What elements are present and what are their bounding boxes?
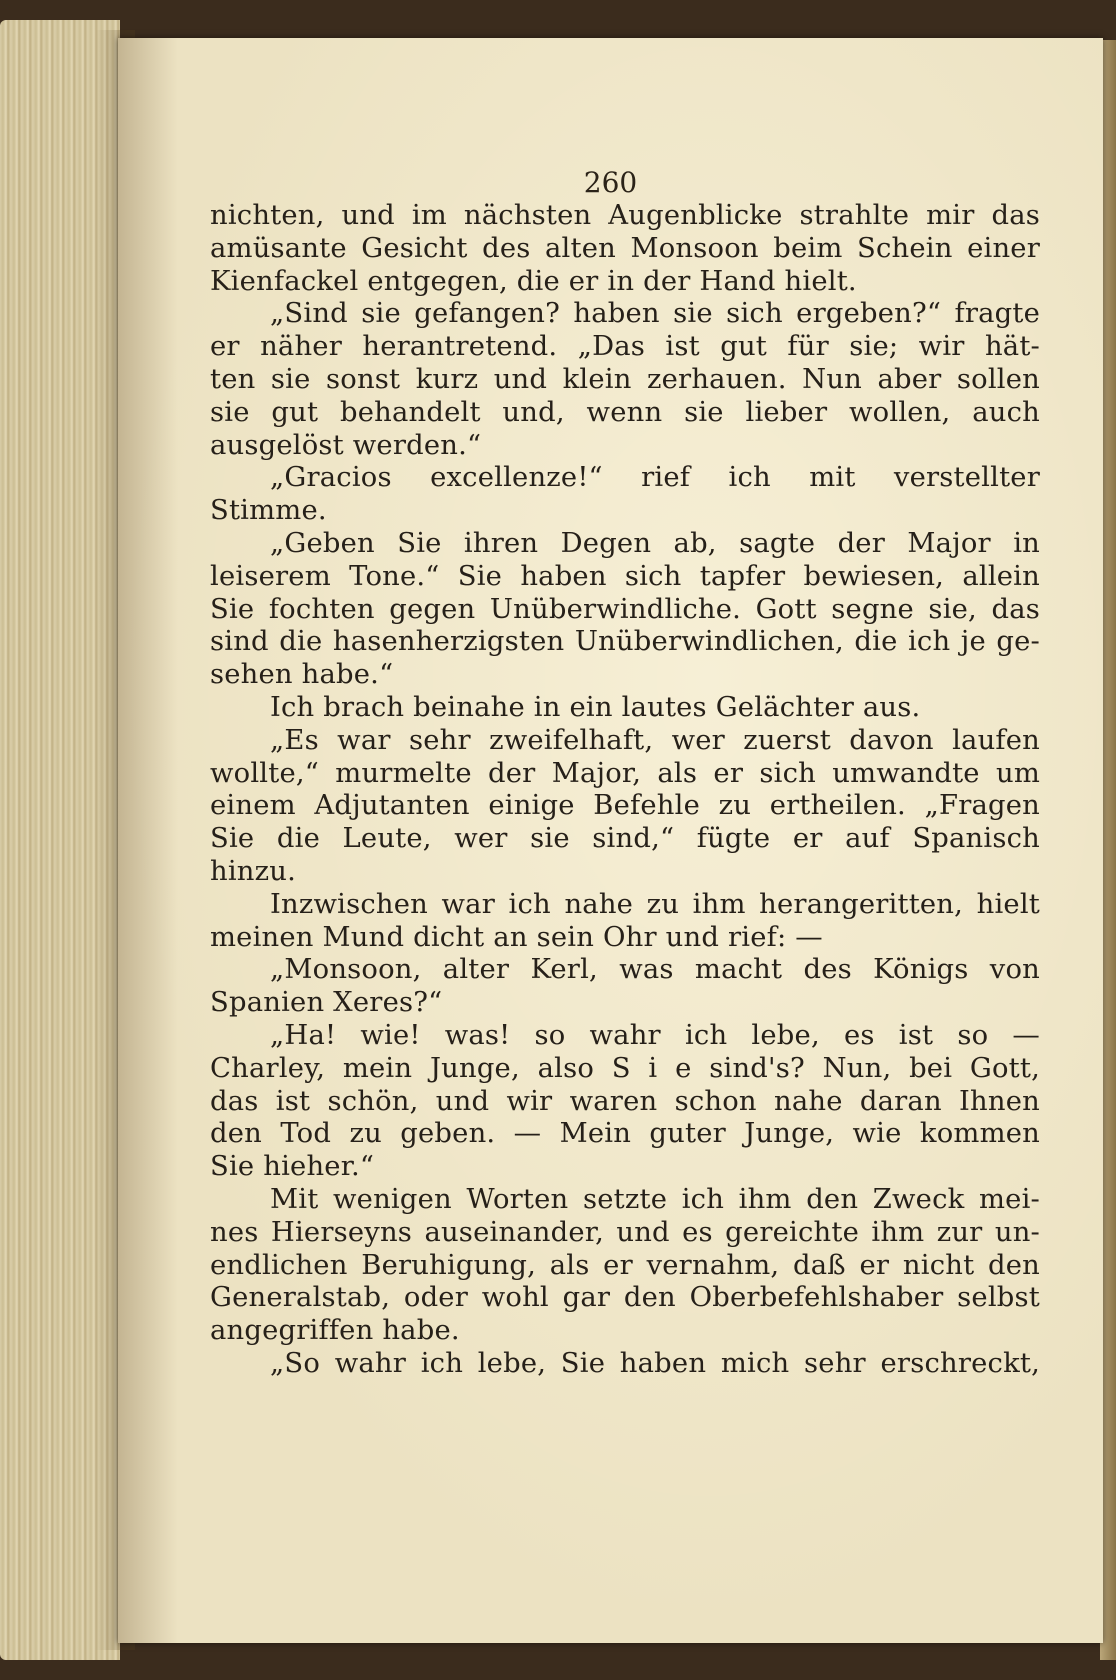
text-line: Kienfackel entgegen, die er in der Hand hielt. xyxy=(210,265,857,297)
text-line: den Tod zu geben. — Mein guter Junge, wie kommen xyxy=(210,1118,1040,1150)
page-number: 260 xyxy=(583,166,638,199)
text-line: „Geben Sie ihren Degen ab, sagte der Major in xyxy=(270,527,1040,559)
text-line: „Ha! wie! was! so wahr ich lebe, es ist so — xyxy=(270,1019,1040,1051)
text-line: „So wahr ich lebe, Sie haben mich sehr erschreckt, xyxy=(270,1347,1040,1379)
text-line: Ich brach beinahe in ein lautes Gelächter aus. xyxy=(270,691,921,723)
text-line: Stimme. xyxy=(210,495,327,527)
text-line: nichten, und im nächsten Augenblicke strahlte mir das xyxy=(210,200,1040,231)
text-line: „Gracios excellenze!“ rief ich mit verstellter xyxy=(270,462,1040,494)
body-text xyxy=(210,200,1040,1381)
text-line: Inzwischen war ich nahe zu ihm herangeritten, hielt xyxy=(270,888,1040,920)
text-line: endlichen Beruhigung, als er vernahm, daß er nicht den xyxy=(210,1249,1040,1281)
text-line: Spanien Xeres?“ xyxy=(210,987,443,1019)
text-line: nes Hierseyns auseinander, und es gereichte ihm zur un- xyxy=(210,1216,1040,1248)
text-line: „Sind sie gefangen? haben sie sich ergeben?“ fragte xyxy=(270,298,1040,330)
book-page xyxy=(118,38,1103,1643)
text-line: wollte,“ murmelte der Major, als er sich umwandte um xyxy=(210,757,1040,789)
text-line: meinen Mund dicht an sein Ohr und rief: — xyxy=(210,921,823,953)
text-line: angegriffen habe. xyxy=(210,1315,460,1347)
text-line: sie gut behandelt und, wenn sie lieber wollen, auch xyxy=(210,396,1040,428)
text-line: sind die hasenherzigsten Unüberwindlichen, die ich je ge- xyxy=(210,626,1040,658)
text-line: Generalstab, oder wohl gar den Oberbefehlshaber selbst xyxy=(210,1282,1040,1314)
text-line: „Es war sehr zweifelhaft, wer zuerst davon laufen xyxy=(270,724,1040,756)
text-line: ten sie sonst kurz und klein zerhauen. Nun aber sollen xyxy=(210,363,1040,395)
text-line: Sie die Leute, wer sie sind,“ fügte er auf Spanisch xyxy=(210,823,1040,855)
text-line: Mit wenigen Worten setzte ich ihm den Zweck mei- xyxy=(270,1183,1040,1215)
text-line: ausgelöst werden.“ xyxy=(210,429,482,461)
text-line: „Monsoon, alter Kerl, was macht des Königs von xyxy=(270,954,1040,986)
text-line: er näher herantretend. „Das ist gut für sie; wir hät- xyxy=(210,331,1040,363)
text-line: sehen habe.“ xyxy=(210,659,394,691)
text-line: hinzu. xyxy=(210,855,297,887)
text-line: einem Adjutanten einige Befehle zu ertheilen. „Fragen xyxy=(210,790,1040,822)
text-line: Sie fochten gegen Unüberwindliche. Gott segne sie, das xyxy=(210,593,1040,625)
text-line: Charley, mein Junge, also S i e sind's? Nun, bei Gott, xyxy=(210,1052,1040,1084)
text-line: das ist schön, und wir waren schon nahe daran Ihnen xyxy=(210,1085,1040,1117)
text-line: Sie hieher.“ xyxy=(210,1151,375,1183)
text-line: leiserem Tone.“ Sie haben sich tapfer bewiesen, allein xyxy=(210,560,1040,592)
text-line: amüsante Gesicht des alten Monsoon beim Schein einer xyxy=(210,232,1040,264)
